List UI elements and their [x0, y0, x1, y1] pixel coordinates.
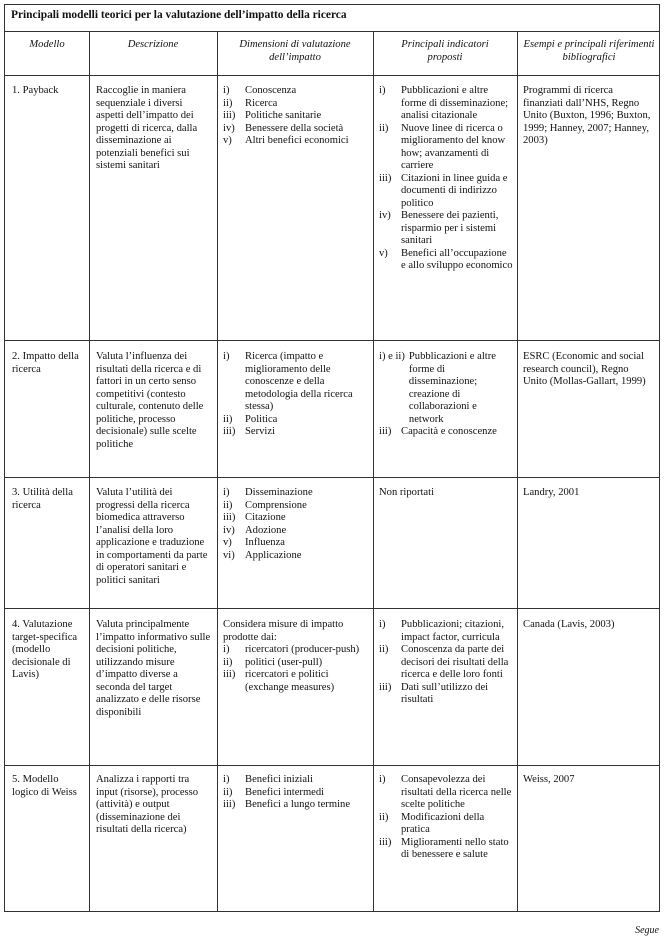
dimension-item — [223, 774, 369, 787]
item-number: ii) — [223, 97, 233, 109]
item-text: Nuove linee di ricerca o miglioramento del know how; avanzamenti di carriere — [401, 122, 506, 171]
item-number: ii) — [223, 786, 233, 798]
item-text: Pubblicazioni e altre forme di disseminazione; creazione di collaborazioni e network — [408, 351, 496, 425]
item-number: iii) — [223, 426, 236, 437]
item-number: iii) — [223, 669, 236, 680]
item-text: Comprensione — [245, 499, 307, 511]
item-text: Benefici intermedi — [245, 786, 325, 798]
item-number: iv) — [223, 524, 235, 536]
indicators-cell — [379, 619, 513, 707]
dimension-item — [223, 787, 369, 800]
item-number: ii) — [379, 644, 389, 655]
item-text: Politiche sanitarie — [245, 110, 322, 121]
column-divider — [517, 32, 518, 911]
model-name: 1. Payback — [12, 85, 59, 96]
dimensions-cell — [223, 85, 369, 148]
dimension-item — [223, 525, 369, 538]
item-text: Benefici iniziali — [245, 774, 313, 785]
item-text: Benefici a lungo termine — [245, 799, 351, 810]
dimensions-cell — [223, 351, 369, 439]
examples-cell: ESRC (Economic and social research council), Regno Unito (Mollas-Gallart, 1999) — [523, 351, 646, 387]
item-number: i) — [223, 487, 230, 498]
item-number: i) — [223, 351, 230, 362]
examples-cell: Canada (Lavis, 2003) — [523, 619, 615, 630]
continued-label: Segue — [635, 925, 659, 936]
item-text: ricercatori (producer-push) — [245, 644, 360, 655]
indicator-item — [379, 619, 513, 644]
row-divider — [5, 608, 659, 609]
item-text: Altri benefici economici — [245, 135, 349, 146]
indicator-item — [379, 173, 513, 211]
indicators-cell — [379, 85, 513, 273]
dimension-item — [223, 657, 369, 670]
item-text: Conoscenza da parte dei decisori dei risultati della ricerca e delle loro fonti — [401, 644, 509, 680]
item-text: Adozione — [245, 524, 287, 536]
header-dimensioni: Dimensioni di valutazione dell’impatto — [239, 39, 351, 63]
item-number: i) e ii) — [379, 351, 405, 362]
item-number: v) — [379, 247, 388, 259]
item-text: Benefici all’occupazione e allo sviluppo economico — [401, 247, 513, 271]
indicator-item — [379, 85, 513, 123]
column-divider — [89, 32, 90, 911]
item-text: Conoscenza — [245, 85, 297, 96]
item-number: iii) — [223, 110, 236, 121]
item-text: Capacità e conoscenze — [401, 426, 497, 437]
model-name: 2. Impatto della ricerca — [12, 351, 79, 375]
dimension-list — [223, 774, 369, 812]
item-text: Servizi — [245, 426, 276, 437]
indicator-item — [379, 812, 513, 837]
title-rule — [5, 31, 659, 32]
dimensions-cell — [223, 619, 369, 694]
indicator-list — [379, 351, 513, 439]
dimension-item — [223, 85, 369, 98]
header-modello: Modello — [29, 39, 65, 50]
dimension-item — [223, 110, 369, 123]
item-number: iv) — [223, 122, 235, 134]
item-number: v) — [223, 135, 232, 146]
item-text: Consapevolezza dei risultati della ricerca nelle scelte politiche — [401, 774, 512, 810]
dimension-item — [223, 123, 369, 136]
indicator-item — [379, 123, 513, 173]
item-text: Dati sull’utilizzo dei risultati — [401, 681, 489, 705]
dimension-list — [223, 644, 369, 694]
item-number: iii) — [379, 172, 392, 184]
model-name: 4. Valutazione target-specifica (modello decisionale di Lavis) — [12, 619, 78, 680]
column-divider — [373, 32, 374, 911]
item-number: iii) — [379, 426, 392, 437]
model-description: Valuta l’influenza dei risultati della ricerca e di fattori in un certo senso competitivi (contesto culturale, contenuto delle politiche, processo decisionale) sulle scelte politiche — [96, 351, 204, 450]
item-text: Citazioni in linee guida e documenti di indirizzo politico — [401, 172, 508, 209]
dimension-list — [223, 351, 369, 439]
table-frame — [4, 4, 660, 912]
indicator-list — [379, 774, 513, 862]
indicator-item — [379, 210, 513, 248]
item-number: iii) — [379, 836, 392, 848]
header-rule — [5, 75, 659, 76]
indicator-item — [379, 774, 513, 812]
item-text: Politica — [245, 413, 278, 425]
indicator-item — [379, 644, 513, 682]
item-number: i) — [223, 85, 230, 96]
dimension-item — [223, 487, 369, 500]
model-description: Raccoglie in maniera sequenziale i diversi aspetti dell’impatto dei progetti di ricerca, dalla disseminazione ai potenziali benefici sui sistemi sanitari — [96, 85, 198, 171]
indicator-item — [379, 351, 513, 426]
indicators-cell — [379, 774, 513, 862]
dimension-list — [223, 85, 369, 148]
examples-cell: Programmi di ricerca finanziati dall’NHS, Regno Unito (Buxton, 1996; Buxton, 1999; Hanney, 2007; Hanney, 2003) — [523, 85, 651, 146]
indicator-item — [379, 837, 513, 862]
model-name: 3. Utilità della ricerca — [12, 487, 73, 511]
indicator-item — [379, 426, 513, 439]
row-divider — [5, 477, 659, 478]
model-name: 5. Modello logico di Weiss — [12, 774, 77, 798]
item-number: i) — [223, 644, 230, 655]
item-text: Benessere dei pazienti, risparmio per i sistemi sanitari — [401, 210, 499, 246]
item-number: v) — [223, 537, 232, 548]
item-text: ricercatori e politici (exchange measures) — [245, 669, 335, 693]
item-text: Citazione — [245, 512, 286, 523]
dimension-item — [223, 644, 369, 657]
dimension-item — [223, 500, 369, 513]
item-text: Applicazione — [245, 549, 302, 561]
model-description: Valuta l’utilità dei progressi della ricerca biomedica attraverso l’analisi della loro applicazione e traduzione in comportamenti da parte di operatori sanitari e politici sanitari — [96, 487, 208, 586]
item-number: vi) — [223, 549, 235, 561]
indicator-item — [379, 248, 513, 273]
examples-cell: Landry, 2001 — [523, 487, 580, 498]
dimension-item — [223, 135, 369, 148]
item-number: iii) — [379, 681, 392, 693]
item-number: ii) — [223, 656, 233, 668]
dimension-item — [223, 550, 369, 563]
dimension-list — [223, 487, 369, 562]
item-text: Disseminazione — [245, 487, 313, 498]
header-indicatori: Principali indicatori proposti — [401, 39, 489, 63]
indicator-item — [379, 682, 513, 707]
item-text: Pubblicazioni; citazioni, impact factor, curricula — [401, 619, 504, 643]
item-number: i) — [223, 774, 230, 785]
examples-cell: Weiss, 2007 — [523, 774, 575, 785]
item-number: ii) — [223, 499, 233, 511]
dimension-item — [223, 799, 369, 812]
header-descrizione: Descrizione — [127, 39, 179, 50]
item-text: Ricerca (impatto e miglioramento delle conoscenze e della metodologia della ricerca stessa) — [245, 351, 353, 412]
table-title: Principali modelli teorici per la valutazione dell’impatto della ricerca — [11, 9, 347, 21]
item-text: politici (user-pull) — [245, 656, 323, 668]
item-text: Miglioramenti nello stato di benessere e salute — [401, 836, 509, 860]
indicator-list — [379, 619, 513, 707]
row-divider — [5, 765, 659, 766]
item-number: ii) — [223, 413, 233, 425]
row-divider — [5, 340, 659, 341]
dimension-item — [223, 669, 369, 694]
item-number: i) — [379, 774, 386, 785]
dimensions-cell — [223, 487, 369, 562]
item-number: iv) — [379, 210, 391, 221]
item-text: Ricerca — [245, 97, 278, 109]
item-number: iii) — [223, 512, 236, 523]
dimensions-intro: Considera misure di impatto prodotte dai: — [223, 619, 344, 643]
item-text: Modificazioni della pratica — [401, 811, 485, 835]
dimension-item — [223, 426, 369, 439]
model-description: Valuta principalmente l’impatto informativo sulle decisioni politiche, utilizzando misure d’impatto diverse a seconda del target analizzato e delle risorse disponibili — [96, 619, 211, 718]
header-esempi: Esempi e principali riferimenti bibliografici — [523, 39, 655, 63]
item-text: Benessere della società — [245, 122, 344, 134]
indicators-cell — [379, 351, 513, 439]
dimensions-cell — [223, 774, 369, 812]
item-number: ii) — [379, 811, 389, 823]
dimension-item — [223, 98, 369, 111]
model-description: Analizza i rapporti tra input (risorse), processo (attività) e output (disseminazione dei risultati della ricerca) — [96, 774, 199, 835]
dimension-item — [223, 537, 369, 550]
item-number: iii) — [223, 799, 236, 810]
item-number: i) — [379, 619, 386, 630]
item-number: i) — [379, 85, 386, 96]
dimension-item — [223, 512, 369, 525]
item-text: Pubblicazioni e altre forme di disseminazione; analisi citazionale — [401, 85, 509, 121]
dimension-item — [223, 414, 369, 427]
indicator-list — [379, 85, 513, 273]
dimension-item — [223, 351, 369, 414]
indicators-cell: Non riportati — [379, 487, 435, 498]
item-text: Influenza — [245, 537, 285, 548]
column-divider — [217, 32, 218, 911]
item-number: ii) — [379, 122, 389, 134]
